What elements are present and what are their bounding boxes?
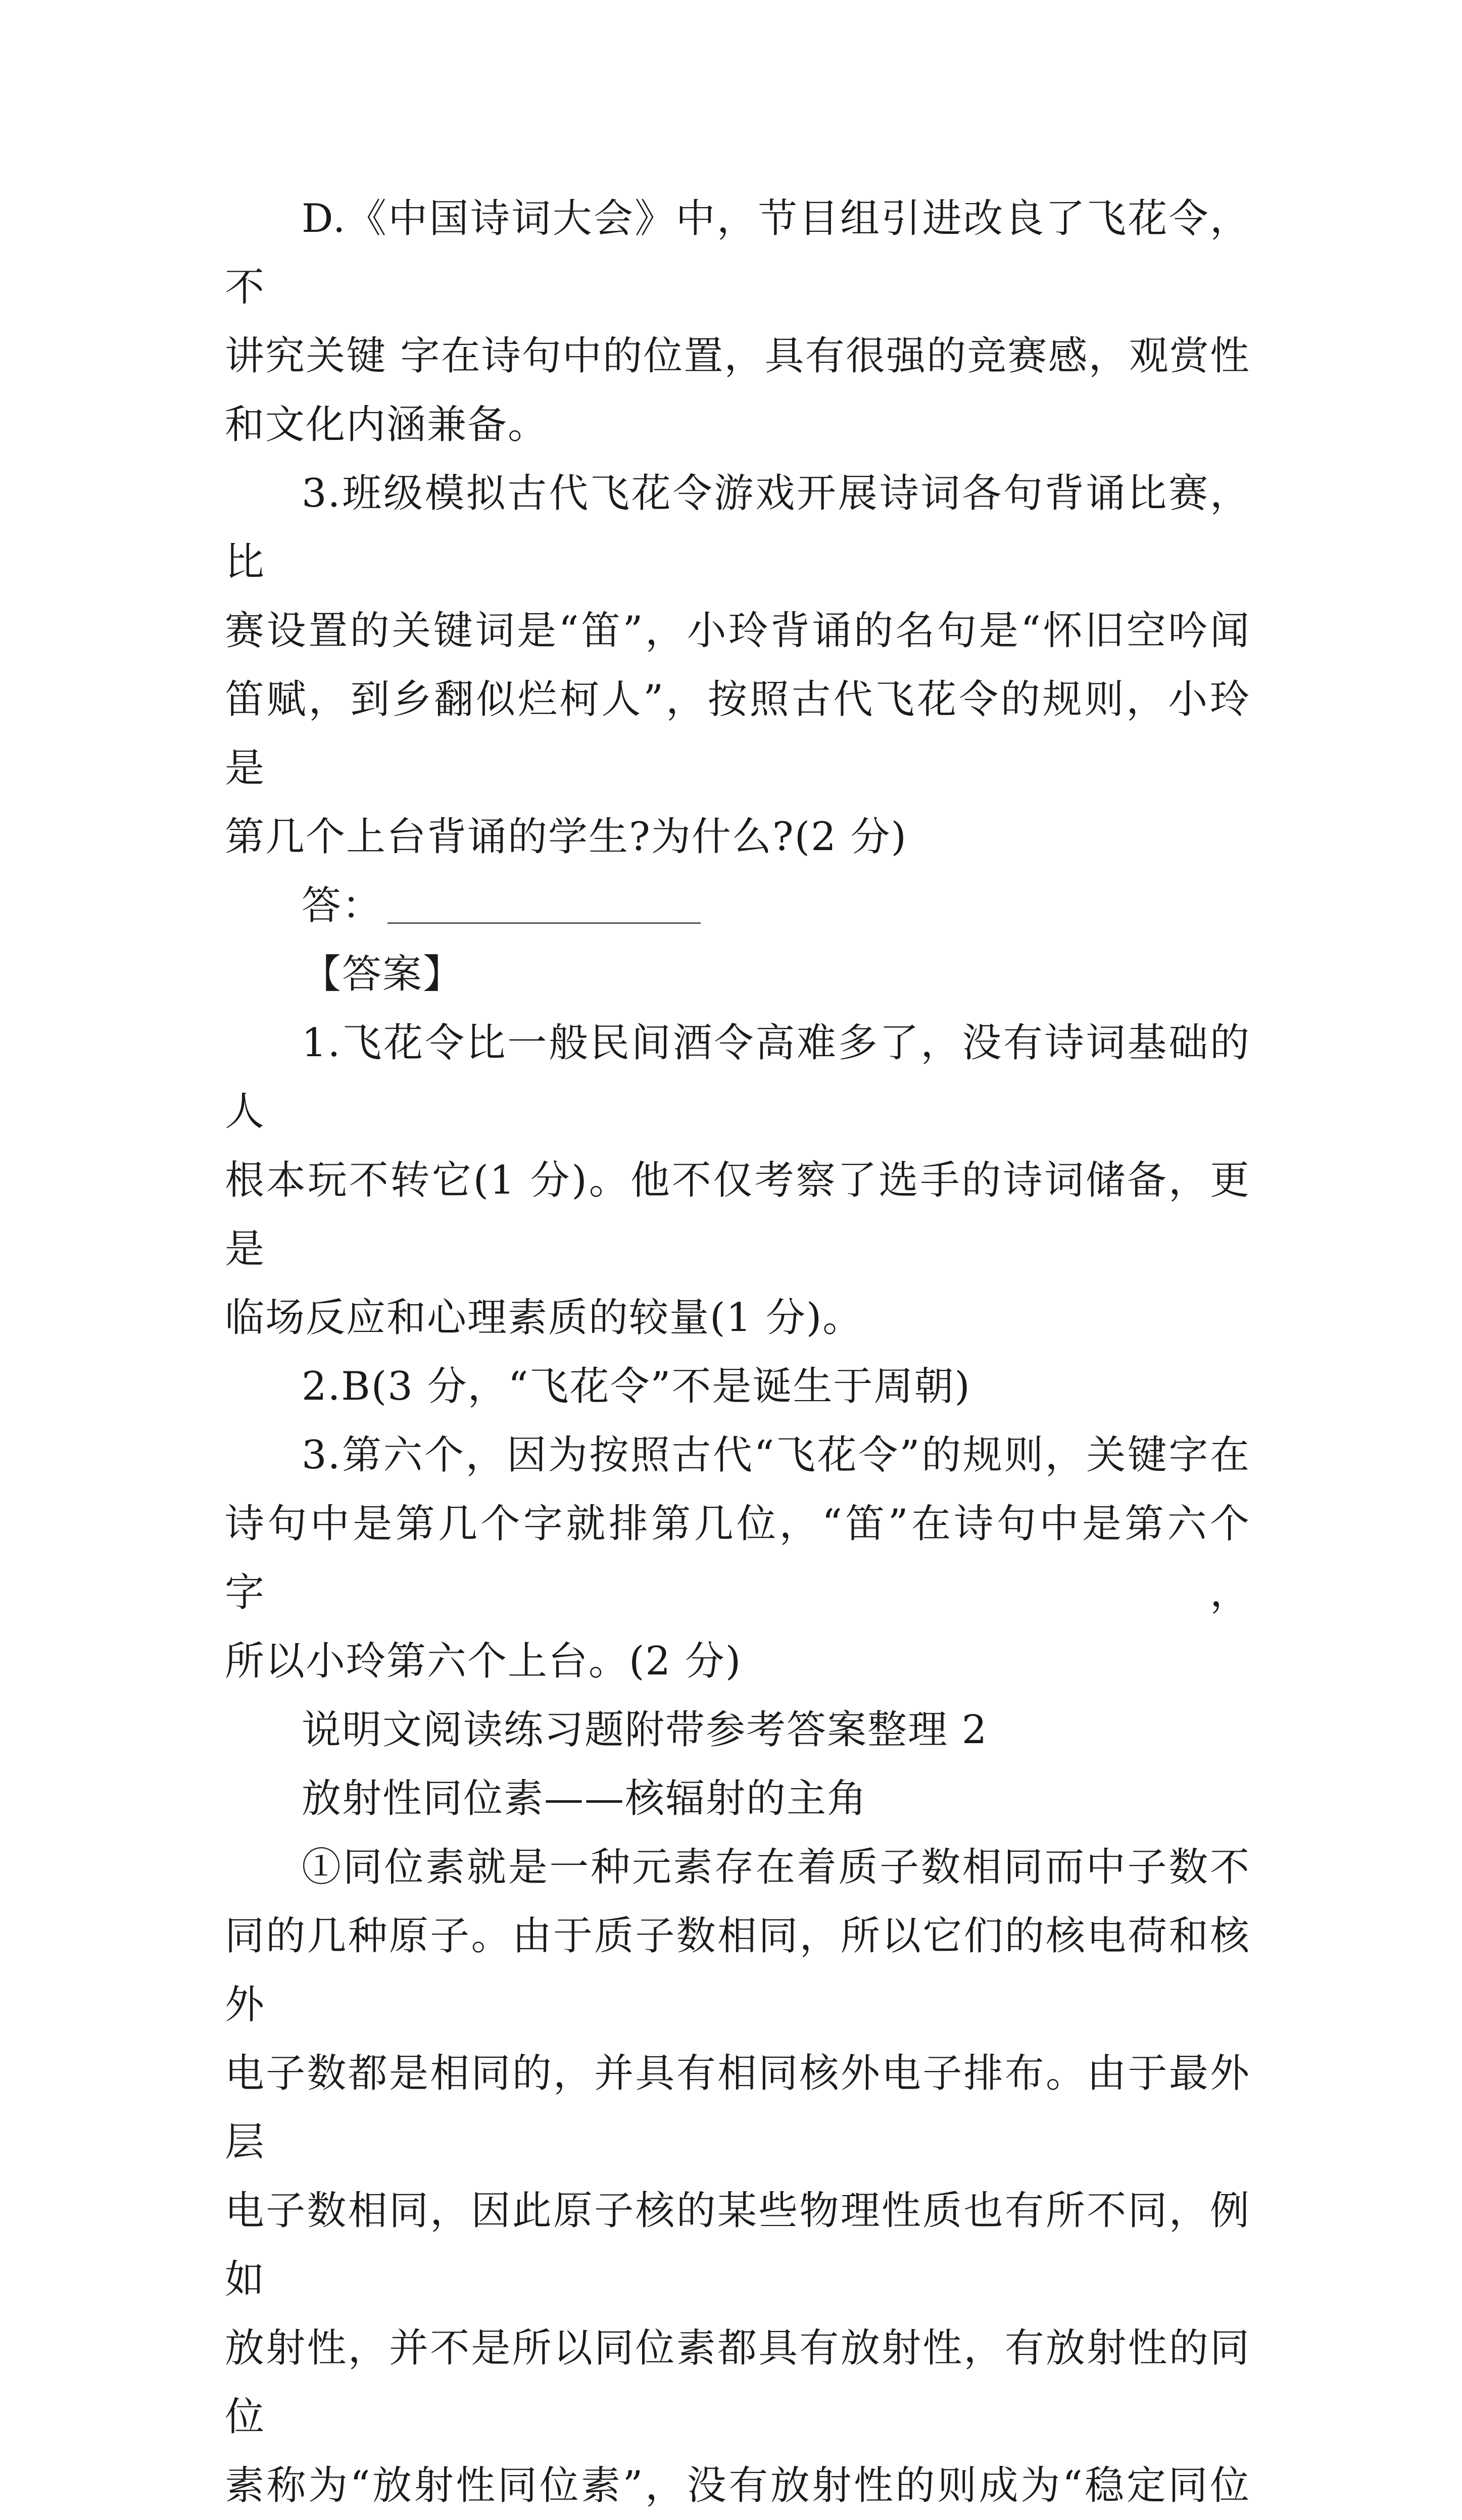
paragraph-1-line-5: 放射性，并不是所以同位素都具有放射性，有放射性的同位 <box>225 2326 1250 2440</box>
answer-1-line-3: 临场反应和心理素质的较量(1 分)。 <box>225 1295 863 1341</box>
paragraph-1-line-2: 同的几种原子。由于质子数相同，所以它们的核电荷和核外 <box>225 1913 1250 2028</box>
section-title: 说明文阅读练习题附带参考答案整理 2 <box>302 1707 988 1753</box>
paragraph-1-line-1: ①同位素就是一种元素存在着质子数相同而中子数不 <box>302 1845 1250 1890</box>
answer-label: 答： <box>302 883 383 928</box>
option-d-line-2: 讲究关键 字在诗句中的位置，具有很强的竞赛感，观赏性 <box>225 333 1250 379</box>
paragraph-1-line-4: 电子数相同，因此原子核的某些物理性质也有所不同，例如 <box>225 2188 1250 2302</box>
answer-3-line-1: 3.第六个，因为按照古代“飞花令”的规则，关键字在 <box>302 1432 1250 1478</box>
paragraph-1-line-6: 素称为“放射性同位素”，没有放射性的则成为“稳定同位 <box>225 2463 1250 2508</box>
article-title: 放射性同位素——核辐射的主角 <box>302 1776 868 1821</box>
answer-heading: 【答案】 <box>302 952 464 997</box>
question-3-line-3: 笛赋，到乡翻似烂柯人”，按照古代飞花令的规则，小玲是 <box>225 677 1250 791</box>
paragraph-1-line-3: 电子数都是相同的，并具有相同核外电子排布。由于最外层 <box>225 2051 1250 2165</box>
question-3-line-2: 赛设置的关键词是“笛”，小玲背诵的名句是“怀旧空吟闻 <box>225 608 1250 654</box>
answer-prompt <box>225 871 1250 940</box>
answer-1-line-2: 根本玩不转它(1 分)。他不仅考察了选手的诗词储备，更是 <box>225 1158 1250 1272</box>
question-3-line-1: 3.班级模拟古代飞花令游戏开展诗词各句背诵比赛，比 <box>225 471 1250 585</box>
document-body <box>225 184 1250 2520</box>
answer-3-line-3: 所以小玲第六个上台。(2 分) <box>225 1639 742 1684</box>
question-3-line-4: 第几个上台背诵的学生?为什么?(2 分) <box>225 814 907 860</box>
answer-1-line-1: 1.飞花令比一般民间酒令高难多了，没有诗词基础的人 <box>225 1020 1250 1134</box>
answer-3-line-2: 诗句中是第几个字就排第几位，“笛”在诗句中是第六个字， <box>225 1501 1250 1615</box>
option-d-line-3: 和文化内涵兼备。 <box>225 402 549 448</box>
option-d-line-1: D.《中国诗词大会》中，节目组引进改良了飞花令，不 <box>225 196 1250 310</box>
answer-2-line-1: 2.B(3 分，“飞花令”不是诞生于周朝) <box>302 1364 971 1409</box>
answer-blank <box>387 892 701 924</box>
